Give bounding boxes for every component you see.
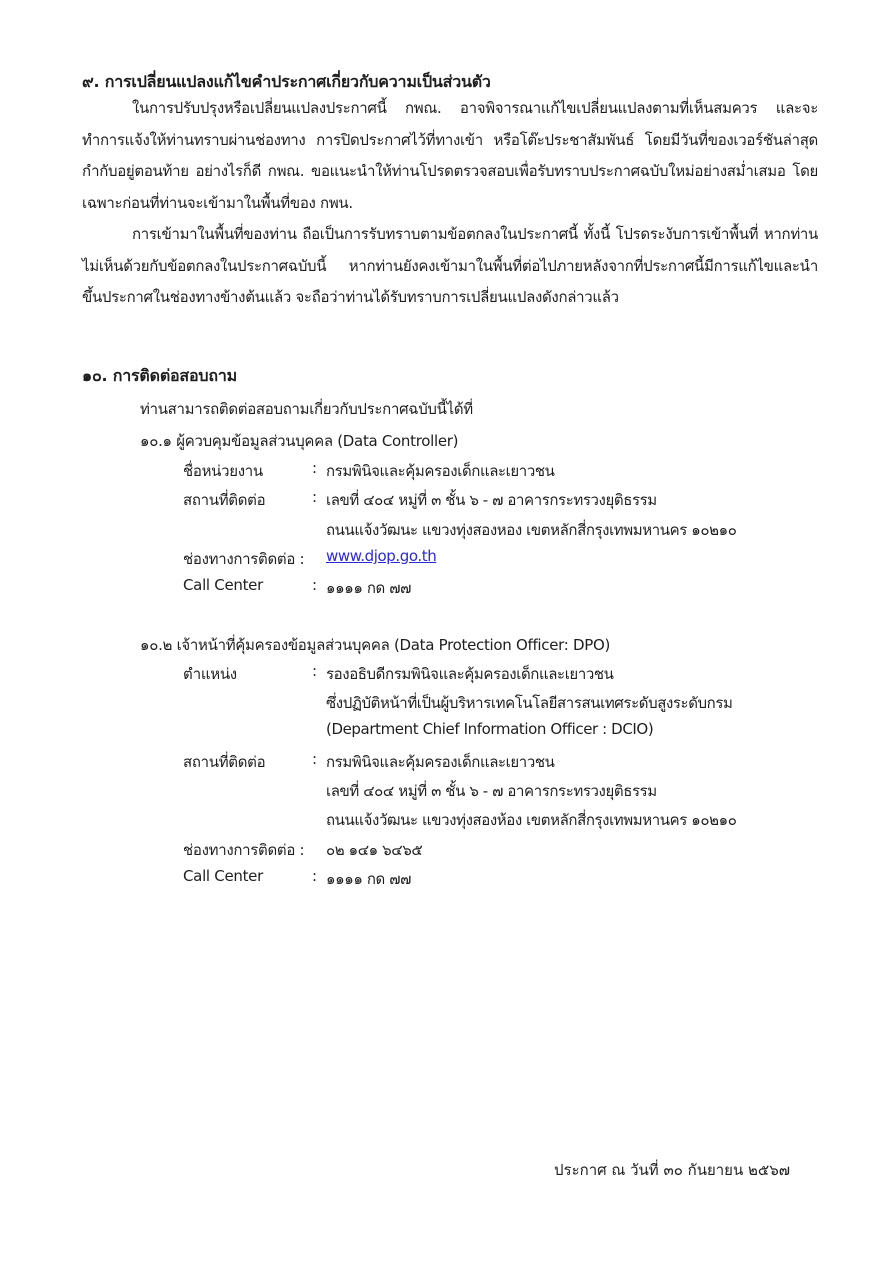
address-line-3: ถนนแจ้งวัฒนะ แขวงทุ่งสองห้อง เขตหลักสี่กรุงเทพมหานคร ๑๐๒๑๐ [326, 811, 737, 829]
address-line-2: ถนนแจ้งวัฒนะ แขวงทุ่งสองหอง เขตหลักสี่กรุงเทพมหานคร ๑๐๒๑๐ [326, 521, 737, 539]
callcenter-value: ๑๑๑๑ กด ๗๗ [326, 579, 412, 597]
channel-label: ช่องทางการติดต่อ : [183, 841, 305, 859]
colon: : [312, 867, 318, 885]
position-label: ตำแหน่ง [183, 665, 237, 683]
subsection-10-2-heading: ๑๐.๒ เจ้าหน้าที่คุ้มครองข้อมูลส่วนบุคคล (Data Protection Officer: DPO) [140, 636, 611, 654]
colon: : [312, 488, 318, 506]
address-line-2: เลขที่ ๔๐๔ หมู่ที่ ๓ ชั้น ๖ - ๗ อาคารกระทรวงยุติธรรม [326, 782, 657, 800]
position-line-3: (Department Chief Information Officer : DCIO) [326, 720, 654, 738]
colon: : [312, 662, 318, 680]
colon: : [312, 576, 318, 594]
section-9-paragraph-1: ในการปรับปรุงหรือเปลี่ยนแปลงประกาศนี้ กพณ. อาจพิจารณาแก้ไขเปลี่ยนแปลงตามที่เห็นสมควร และจะทำการแจ้งให้ท่านทราบผ่านช่องทาง การปิดประกาศไว้ที่ทางเข้า หรือโต๊ะประชาสัมพันธ์ โดยมีวันที่ของเวอร์ชันล่าสุดกำกับอยู่ตอนท้าย อย่างไรก็ดี กพณ. ขอแนะนำให้ท่านโปรดตรวจสอบเพื่อรับทราบประกาศฉบับใหม่อย่างสม่ำเสมอ โดยเฉพาะก่อนที่ท่านจะเข้ามาในพื้นที่ของ กพน. [82, 99, 818, 212]
section-10-intro: ท่านสามารถติดต่อสอบถามเกี่ยวกับประกาศฉบับนี้ได้ที่ [140, 400, 473, 418]
channel-label: ช่องทางการติดต่อ : [183, 550, 305, 568]
address-label: สถานที่ติดต่อ [183, 753, 266, 771]
position-line-1: รองอธิบดีกรมพินิจและคุ้มครองเด็กและเยาวชน [326, 665, 614, 683]
agency-value: กรมพินิจและคุ้มครองเด็กและเยาวชน [326, 462, 555, 480]
announcement-date: ประกาศ ณ วันที่ ๓๐ กันยายน ๒๕๖๗ [554, 1161, 791, 1179]
subsection-10-1-heading: ๑๐.๑ ผู้ควบคุมข้อมูลส่วนบุคคล (Data Controller) [140, 432, 459, 450]
address-line-1: เลขที่ ๔๐๔ หมู่ที่ ๓ ชั้น ๖ - ๗ อาคารกระทรวงยุติธรรม [326, 491, 657, 509]
section-9-title: ๙. การเปลี่ยนแปลงแก้ไขคำประกาศเกี่ยวกับความเป็นส่วนตัว [82, 72, 491, 91]
address-label: สถานที่ติดต่อ [183, 491, 266, 509]
phone-value: ๐๒ ๑๔๑ ๖๔๖๕ [326, 841, 423, 859]
callcenter-label: Call Center [183, 867, 263, 885]
agency-label: ชื่อหน่วยงาน [183, 462, 263, 480]
colon: : [312, 459, 318, 477]
website-link[interactable]: www.djop.go.th [326, 547, 437, 565]
address-line-1: กรมพินิจและคุ้มครองเด็กและเยาวชน [326, 753, 555, 771]
position-line-2: ซึ่งปฏิบัติหน้าที่เป็นผู้บริหารเทคโนโลยีสารสนเทศระดับสูงระดับกรม [326, 694, 733, 712]
callcenter-value: ๑๑๑๑ กด ๗๗ [326, 870, 412, 888]
section-10-title: ๑๐. การติดต่อสอบถาม [82, 366, 237, 385]
colon: : [312, 750, 318, 768]
section-9-paragraph-2: การเข้ามาในพื้นที่ของท่าน ถือเป็นการรับทราบตามข้อตกลงในประกาศนี้ ทั้งนี้ โปรดระงับการเข้าพื้นที่ หากท่านไม่เห็นด้วยกับข้อตกลงในประกาศฉบับนี้ หากท่านยังคงเข้ามาในพื้นที่ต่อไปภายหลังจากที่ประกาศนี้มีการแก้ไขและนำขึ้นประกาศในช่องทางข้างต้นแล้ว จะถือว่าท่านได้รับทราบการเปลี่ยนแปลงดังกล่าวแล้ว [82, 225, 818, 306]
callcenter-label: Call Center [183, 576, 263, 594]
